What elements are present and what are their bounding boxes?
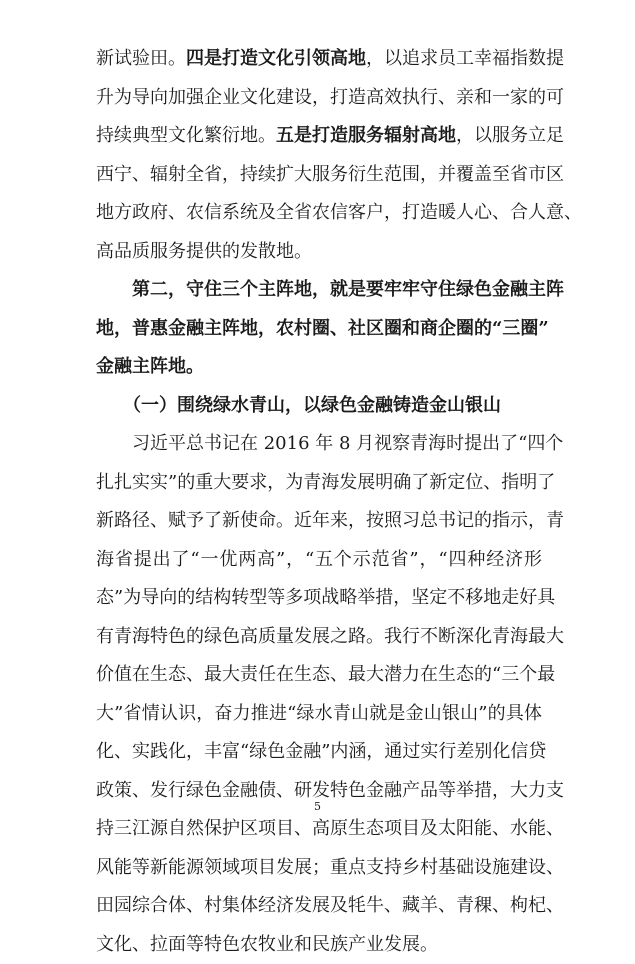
text-line [96,733,547,771]
text-run: ，以追求员工幸福指数提 [366,48,564,69]
text-line [96,464,556,502]
text-run: 持续典型文化繁衍地。 [96,125,276,146]
text-run: 地方政府、农信系统及全省农信客户，打造暖人心、合人意、 [96,202,582,223]
text-run: 持三江源自然保护区项目、高原生态项目及太阳能、水能、 [96,818,564,839]
text-run: 新路径、赋予了新使命。近年来，按照习总书记的指示，青 [96,510,564,531]
text-run: 升为导向加强企业文化建设，打造高效执行、亲和一家的可 [96,86,564,108]
text-line [96,849,564,887]
text-line [96,40,564,78]
text-run: 扎扎实实”的重大要求，为青海发展明确了新定位、指明了 [96,471,556,493]
bold-text-run: 第二，守住三个主阵地，就是要牢牢守住绿色金融主阵 [96,279,564,300]
text-run: 价值在生态、最大责任在生态、最大潜力在生态的“三个最 [96,664,556,685]
text-line [96,541,542,579]
text-run: 态”为导向的结构转型等多项战略举措，坚定不移地走好具 [96,587,556,608]
bold-text-run: 五是打造服务辐射高地 [276,125,456,146]
text-line [96,79,564,117]
text-line [96,233,542,271]
page-number: 5 [314,800,321,813]
text-line [96,695,542,733]
text-line [96,271,564,309]
text-line [96,579,556,617]
text-line [96,810,564,848]
text-run: 文化、拉面等特色农牧业和民族产业发展。 [96,933,438,955]
text-line [96,117,564,155]
text-run: ，以服务立足 [456,125,564,146]
text-run: 田园综合体、村集体经济发展及牦牛、藏羊、青稞、枸杞、 [96,895,564,916]
text-line [96,618,564,656]
bold-text-run: （一）围绕绿水青山，以绿色金融铸造金山银山 [96,394,501,416]
text-line [96,502,564,540]
text-run: 西宁、辐射全省，持续扩大服务衍生范围，并覆盖至省市区 [96,163,564,185]
text-run: 大”省情认识，奋力推进“绿水青山就是金山银山”的具体 [96,702,542,724]
text-run: 化、实践化，丰富“绿色金融”内涵，通过实行差别化信贷 [96,741,547,762]
text-line [96,156,564,194]
text-run: 新试验田。 [96,48,186,69]
bold-text-run: 四是打造文化引领高地 [186,48,366,69]
text-line [96,194,582,232]
text-run: 有青海特色的绿色高质量发展之路。我行不断深化青海最大 [96,625,564,647]
text-run: 习近平总书记在 2016 年 8 月视察青海时提出了“四个 [96,433,564,454]
text-line [96,425,564,463]
text-run: 风能等新能源领域项目发展；重点支持乡村基础设施建设、 [96,856,564,878]
text-line [96,926,542,964]
text-run: 高品质服务提供的发散地。 [96,240,312,262]
text-line [96,887,564,925]
text-run: 政策、发行绿色金融债、研发特色金融产品等举措，大力支 [96,779,564,801]
text-line [96,348,542,386]
text-line [96,310,549,348]
text-line [96,656,556,694]
bold-text-run: 金融主阵地。 [96,356,204,377]
bold-text-run: 地，普惠金融主阵地，农村圈、社区圈和商企圈的“三圈” [96,317,549,339]
text-run: 海省提出了“一优两高”，“五个示范省”，“四种经济形 [96,548,542,570]
text-line [96,387,542,425]
